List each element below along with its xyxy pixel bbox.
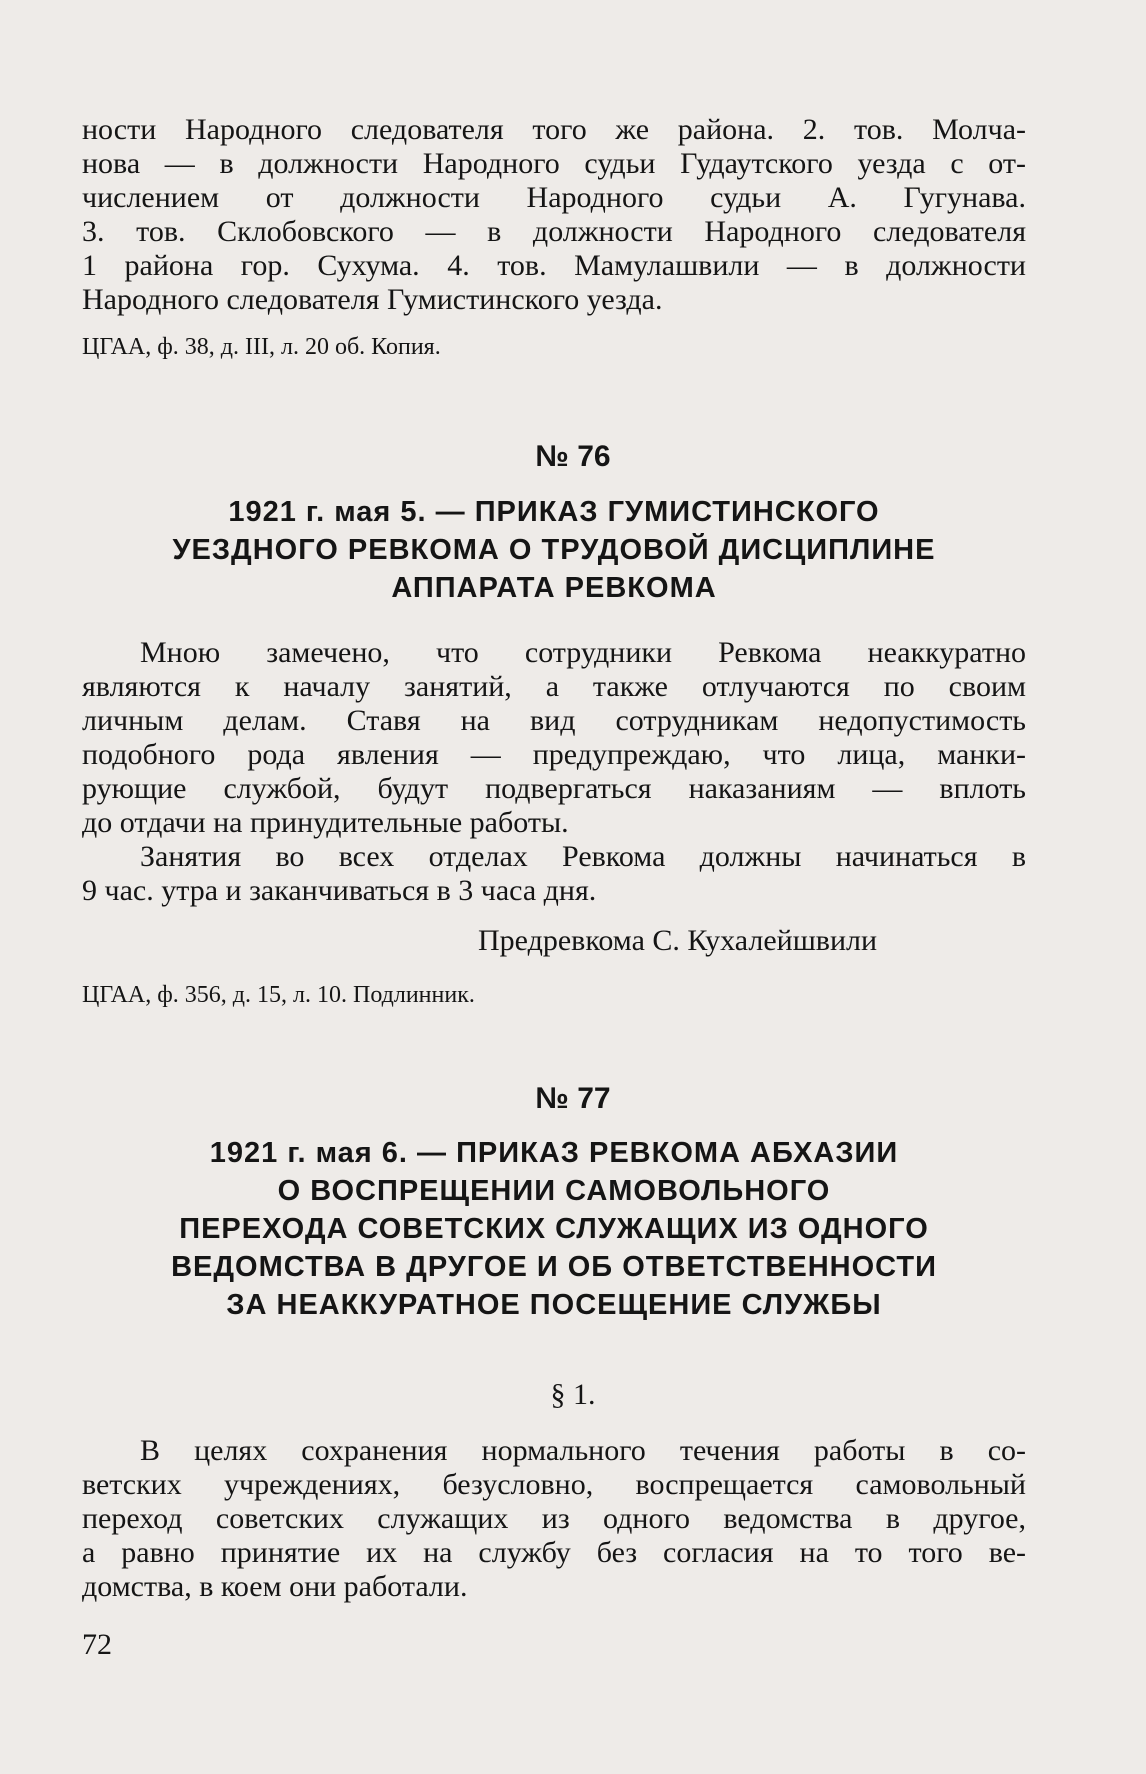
- text-line: до отдачи на принудительные работы.: [82, 806, 569, 839]
- heading-line: ВЕДОМСТВА В ДРУГОЕ И ОБ ОТВЕТСТВЕННОСТИ: [171, 1251, 937, 1283]
- text-line: домства, в коем они работали.: [82, 1570, 468, 1603]
- text-line: ветских учреждениях, безусловно, воспрещается самовольный: [82, 1468, 1026, 1501]
- document-number: № 77: [535, 1082, 611, 1115]
- archive-source: ЦГАА, ф. 356, д. 15, л. 10. Подлинник.: [82, 982, 475, 1008]
- text-line: В целях сохранения нормального течения работы в со-: [140, 1434, 1026, 1467]
- heading-line: ЗА НЕАККУРАТНОЕ ПОСЕЩЕНИЕ СЛУЖБЫ: [226, 1289, 882, 1321]
- text-line: Народного следователя Гумистинского уезда.: [82, 283, 663, 316]
- text-line: Занятия во всех отделах Ревкома должны начинаться в: [140, 840, 1026, 873]
- text-line: 3. тов. Склобовского — в должности Народного следователя: [82, 215, 1026, 248]
- heading-line: ПЕРЕХОДА СОВЕТСКИХ СЛУЖАЩИХ ИЗ ОДНОГО: [179, 1213, 929, 1245]
- text-line: рующие службой, будут подвергаться наказаниям — вплоть: [82, 772, 1026, 805]
- page-number: 72: [82, 1628, 112, 1661]
- document-number: № 76: [535, 440, 611, 473]
- heading-line: О ВОСПРЕЩЕНИИ САМОВОЛЬНОГО: [277, 1175, 831, 1207]
- heading-line: УЕЗДНОГО РЕВКОМА О ТРУДОВОЙ ДИСЦИПЛИНЕ: [172, 534, 936, 566]
- text-line: а равно принятие их на службу без согласия на то того ве-: [82, 1536, 1026, 1569]
- heading-line: 1921 г. мая 5. — ПРИКАЗ ГУМИСТИНСКОГО: [228, 496, 880, 528]
- section-marker: § 1.: [550, 1378, 596, 1411]
- text-line: нова — в должности Народного судьи Гудаутского уезда с от-: [82, 147, 1026, 180]
- text-line: 9 час. утра и заканчиваться в 3 часа дня.: [82, 874, 597, 907]
- signature: Предревкома С. Кухалейшвили: [478, 924, 878, 957]
- archive-source: ЦГАА, ф. 38, д. III, л. 20 об. Копия.: [82, 334, 441, 360]
- heading-line: 1921 г. мая 6. — ПРИКАЗ РЕВКОМА АБХАЗИИ: [209, 1137, 899, 1169]
- text-line: подобного рода явления — предупреждаю, что лица, манки-: [82, 738, 1026, 771]
- text-line: личным делам. Ставя на вид сотрудникам недопустимость: [82, 704, 1026, 737]
- text-line: являются к началу занятий, а также отлучаются по своим: [82, 670, 1026, 703]
- text-line: 1 района гор. Сухума. 4. тов. Мамулашвили — в должности: [82, 249, 1026, 282]
- text-line: переход советских служащих из одного ведомства в другое,: [82, 1502, 1026, 1535]
- text-line: Мною замечено, что сотрудники Ревкома неаккуратно: [140, 636, 1026, 669]
- text-line: числением от должности Народного судьи А. Гугунава.: [82, 181, 1026, 214]
- text-line: ности Народного следователя того же района. 2. тов. Молча-: [82, 113, 1026, 146]
- heading-line: АППАРАТА РЕВКОМА: [391, 572, 717, 604]
